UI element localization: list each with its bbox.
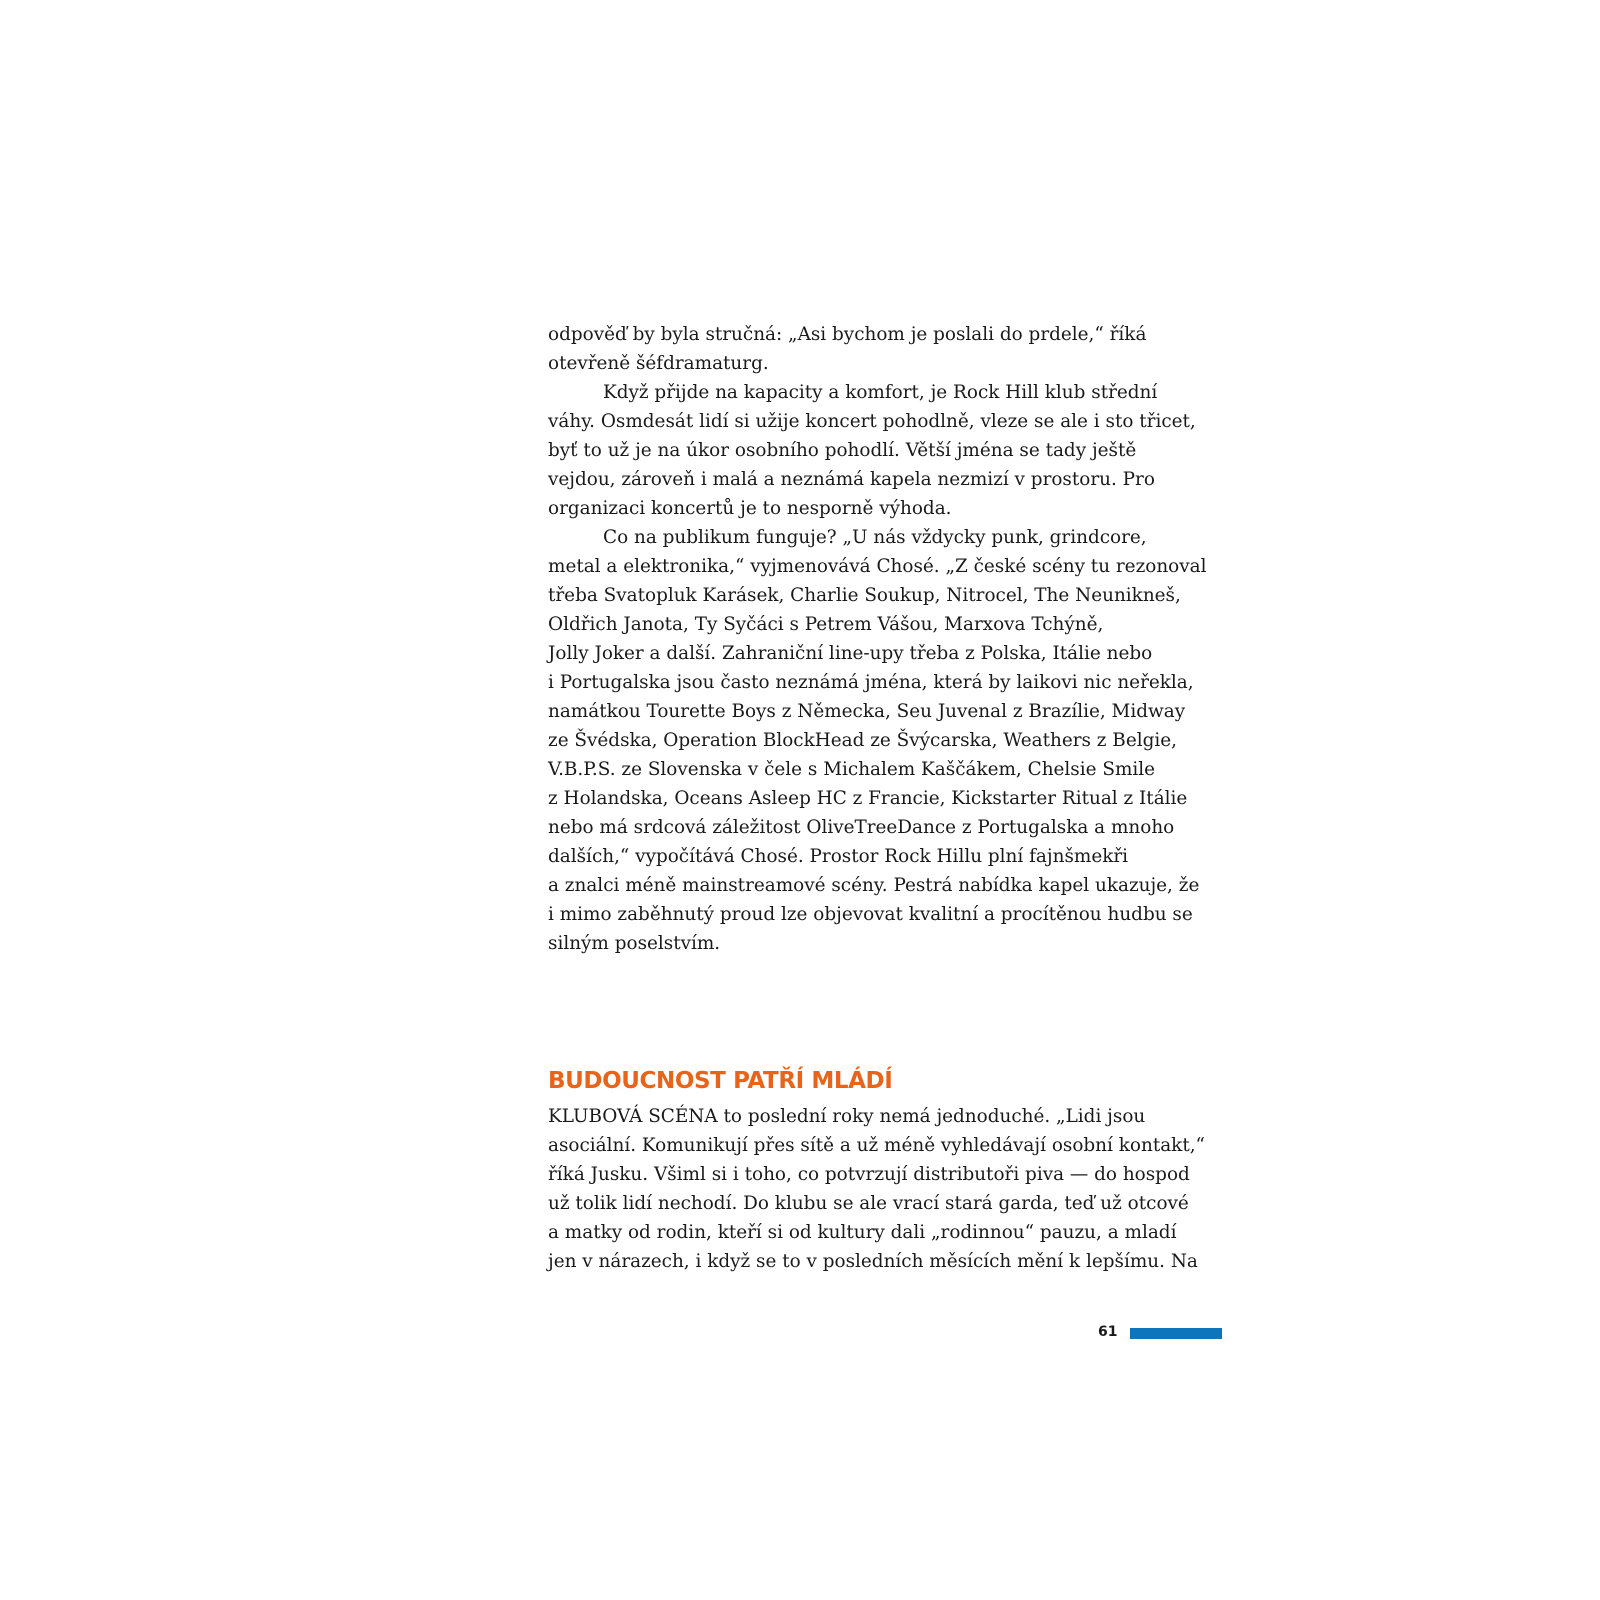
- text-line: asociální. Komunikují přes sítě a už méně vyhledávají osobní kontakt,“: [548, 1135, 1205, 1156]
- text-line: jen v nárazech, i když se to v posledních měsících mění k lepšímu. Na: [548, 1251, 1198, 1272]
- text-line: a matky od rodin, kteří si od kultury dali „rodinnou“ pauzu, a mladí: [548, 1222, 1177, 1243]
- text-line-paragraph-start: Když přijde na kapacity a komfort, je Rock Hill klub střední: [603, 382, 1158, 403]
- text-line: namátkou Tourette Boys z Německa, Seu Juvenal z Brazílie, Midway: [548, 701, 1186, 722]
- text-line: třeba Svatopluk Karásek, Charlie Soukup, Nitrocel, The Neunikneš,: [548, 585, 1181, 606]
- page-number: 61: [1098, 1324, 1118, 1340]
- text-line: ze Švédska, Operation BlockHead ze Švýcarska, Weathers z Belgie,: [548, 730, 1177, 751]
- section-heading: BUDOUCNOST PATŘÍ MLÁDÍ: [548, 1068, 893, 1094]
- text-line: silným poselstvím.: [548, 933, 721, 954]
- text-line: odpověď by byla stručná: „Asi bychom je poslali do prdele,“ říká: [548, 324, 1147, 345]
- text-line: z Holandska, Oceans Asleep HC z Francie, Kickstarter Ritual z Itálie: [548, 788, 1188, 809]
- text-line: byť to už je na úkor osobního pohodlí. Větší jména se tady ještě: [548, 440, 1137, 461]
- text-line: V.B.P.S. ze Slovenska v čele s Michalem Kaščákem, Chelsie Smile: [548, 759, 1156, 780]
- text-line: už tolik lidí nechodí. Do klubu se ale vrací stará garda, teď už otcové: [548, 1193, 1189, 1214]
- text-line: i mimo zaběhnutý proud lze objevovat kvalitní a procítěnou hudbu se: [548, 904, 1193, 925]
- text-line: otevřeně šéfdramaturg.: [548, 353, 769, 374]
- text-line: a znalci méně mainstreamové scény. Pestrá nabídka kapel ukazuje, že: [548, 875, 1200, 896]
- text-line: metal a elektronika,“ vyjmenovává Chosé. „Z české scény tu rezonoval: [548, 556, 1207, 577]
- text-line: organizaci koncertů je to nesporně výhoda.: [548, 498, 952, 519]
- text-line: vejdou, zároveň i malá a neznámá kapela nezmizí v prostoru. Pro: [548, 469, 1155, 490]
- text-line: Oldřich Janota, Ty Syčáci s Petrem Vášou, Marxova Tchýně,: [548, 614, 1104, 635]
- text-line: říká Jusku. Všiml si i toho, co potvrzují distributoři piva — do hospod: [548, 1164, 1190, 1185]
- text-line: nebo má srdcová záležitost OliveTreeDance z Portugalska a mnoho: [548, 817, 1175, 838]
- text-line: Jolly Joker a další. Zahraniční line-upy třeba z Polska, Itálie nebo: [548, 643, 1153, 664]
- text-line: váhy. Osmdesát lidí si užije koncert pohodlně, vleze se ale i sto třicet,: [548, 411, 1196, 432]
- page-number-accent-bar: [1130, 1328, 1222, 1339]
- text-line: dalších,“ vypočítává Chosé. Prostor Rock Hillu plní fajnšmekři: [548, 846, 1129, 867]
- text-line: i Portugalska jsou často neznámá jména, která by laikovi nic neřekla,: [548, 672, 1194, 693]
- text-line-paragraph-start: Co na publikum funguje? „U nás vždycky punk, grindcore,: [603, 527, 1147, 548]
- text-line: KLUBOVÁ SCÉNA to poslední roky nemá jednoduché. „Lidi jsou: [548, 1106, 1146, 1127]
